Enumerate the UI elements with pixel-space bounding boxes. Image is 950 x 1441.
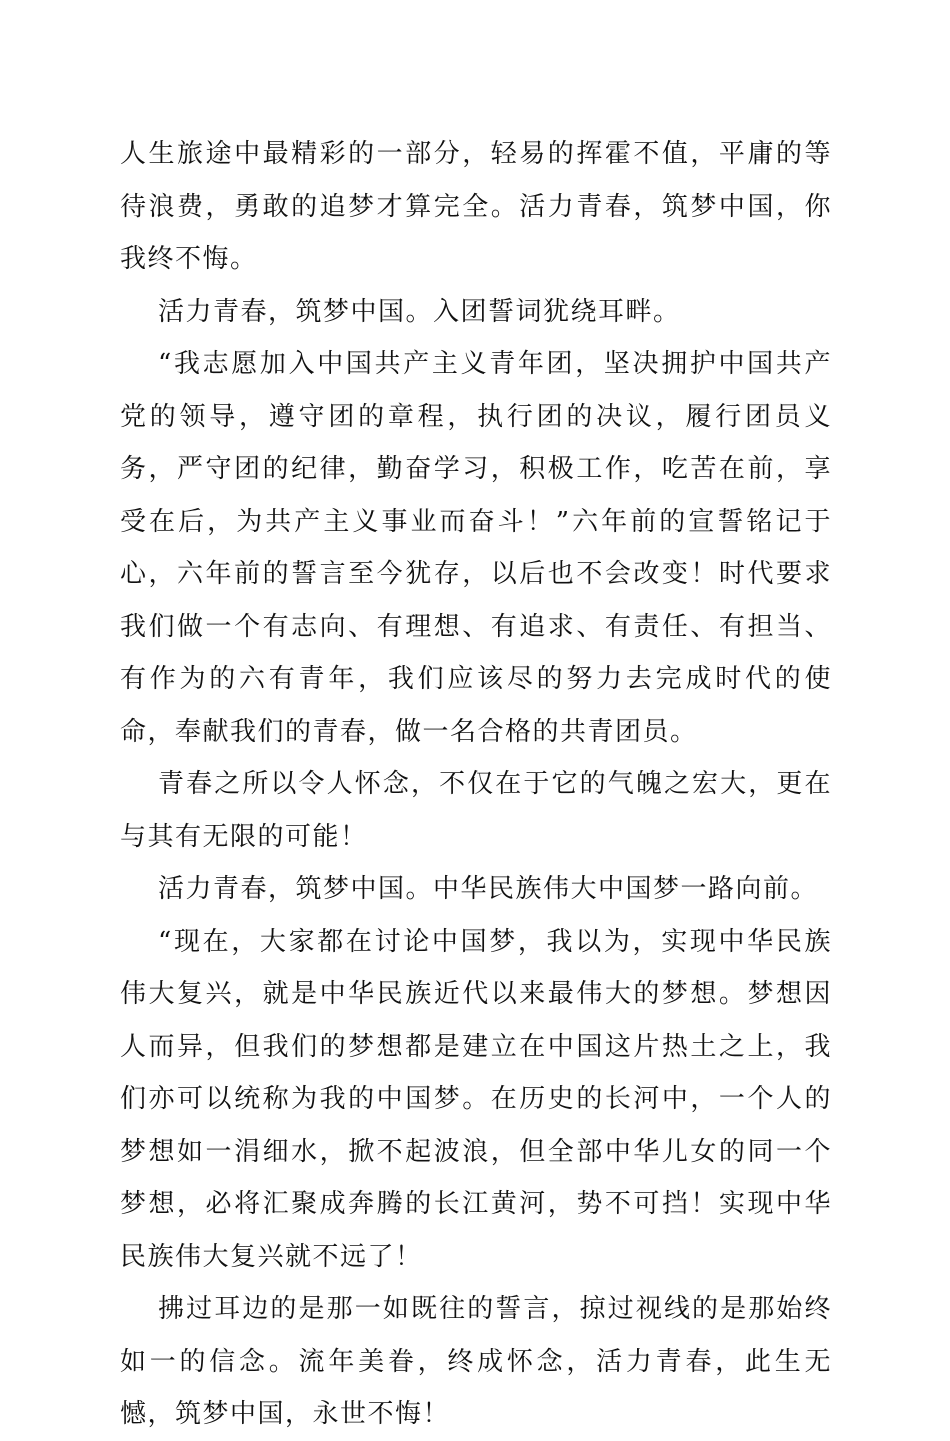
paragraph: “现在，大家都在讨论中国梦，我以为，实现中华民族伟大复兴，就是中华民族近代以来最伟大的梦想。梦想因人而异，但我们的梦想都是建立在中国这片热土之上，我们亦可以统称为我的中国梦。在历史的长河中，一个人的梦想如一涓细水，掀不起波浪，但全部中华儿女的同一个梦想，必将汇聚成奔腾的长江黄河，势不可挡！实现中华民族伟大复兴就不远了！ <box>120 926 832 1272</box>
paragraph: 人生旅途中最精彩的一部分，轻易的挥霍不值，平庸的等待浪费，勇敢的追梦才算完全。活力青春，筑梦中国，你我终不悔。 <box>120 139 832 274</box>
document-body <box>120 128 832 1441</box>
paragraph: 拂过耳边的是那一如既往的誓言，掠过视线的是那始终如一的信念。流年美眷，终成怀念，活力青春，此生无憾，筑梦中国，永世不悔！ <box>120 1294 832 1429</box>
paragraph: 活力青春，筑梦中国。入团誓词犹绕耳畔。 <box>158 296 681 327</box>
paragraph: 活力青春，筑梦中国。中华民族伟大中国梦一路向前。 <box>158 874 819 904</box>
paragraph: “我志愿加入中国共产主义青年团，坚决拥护中国共产党的领导，遵守团的章程，执行团的决议，履行团员义务，严守团的纪律，勤奋学习，积极工作，吃苦在前，享受在后，为共产主义事业而奋斗！”六年前的宣誓铭记于心，六年前的誓言至今犹存，以后也不会改变！时代要求我们做一个有志向、有理想、有追求、有责任、有担当、有作为的六有青年，我们应该尽的努力去完成时代的使命，奉献我们的青春，做一名合格的共青团员。 <box>120 349 832 747</box>
paragraph: 青春之所以令人怀念，不仅在于它的气魄之宏大，更在与其有无限的可能！ <box>120 769 832 852</box>
